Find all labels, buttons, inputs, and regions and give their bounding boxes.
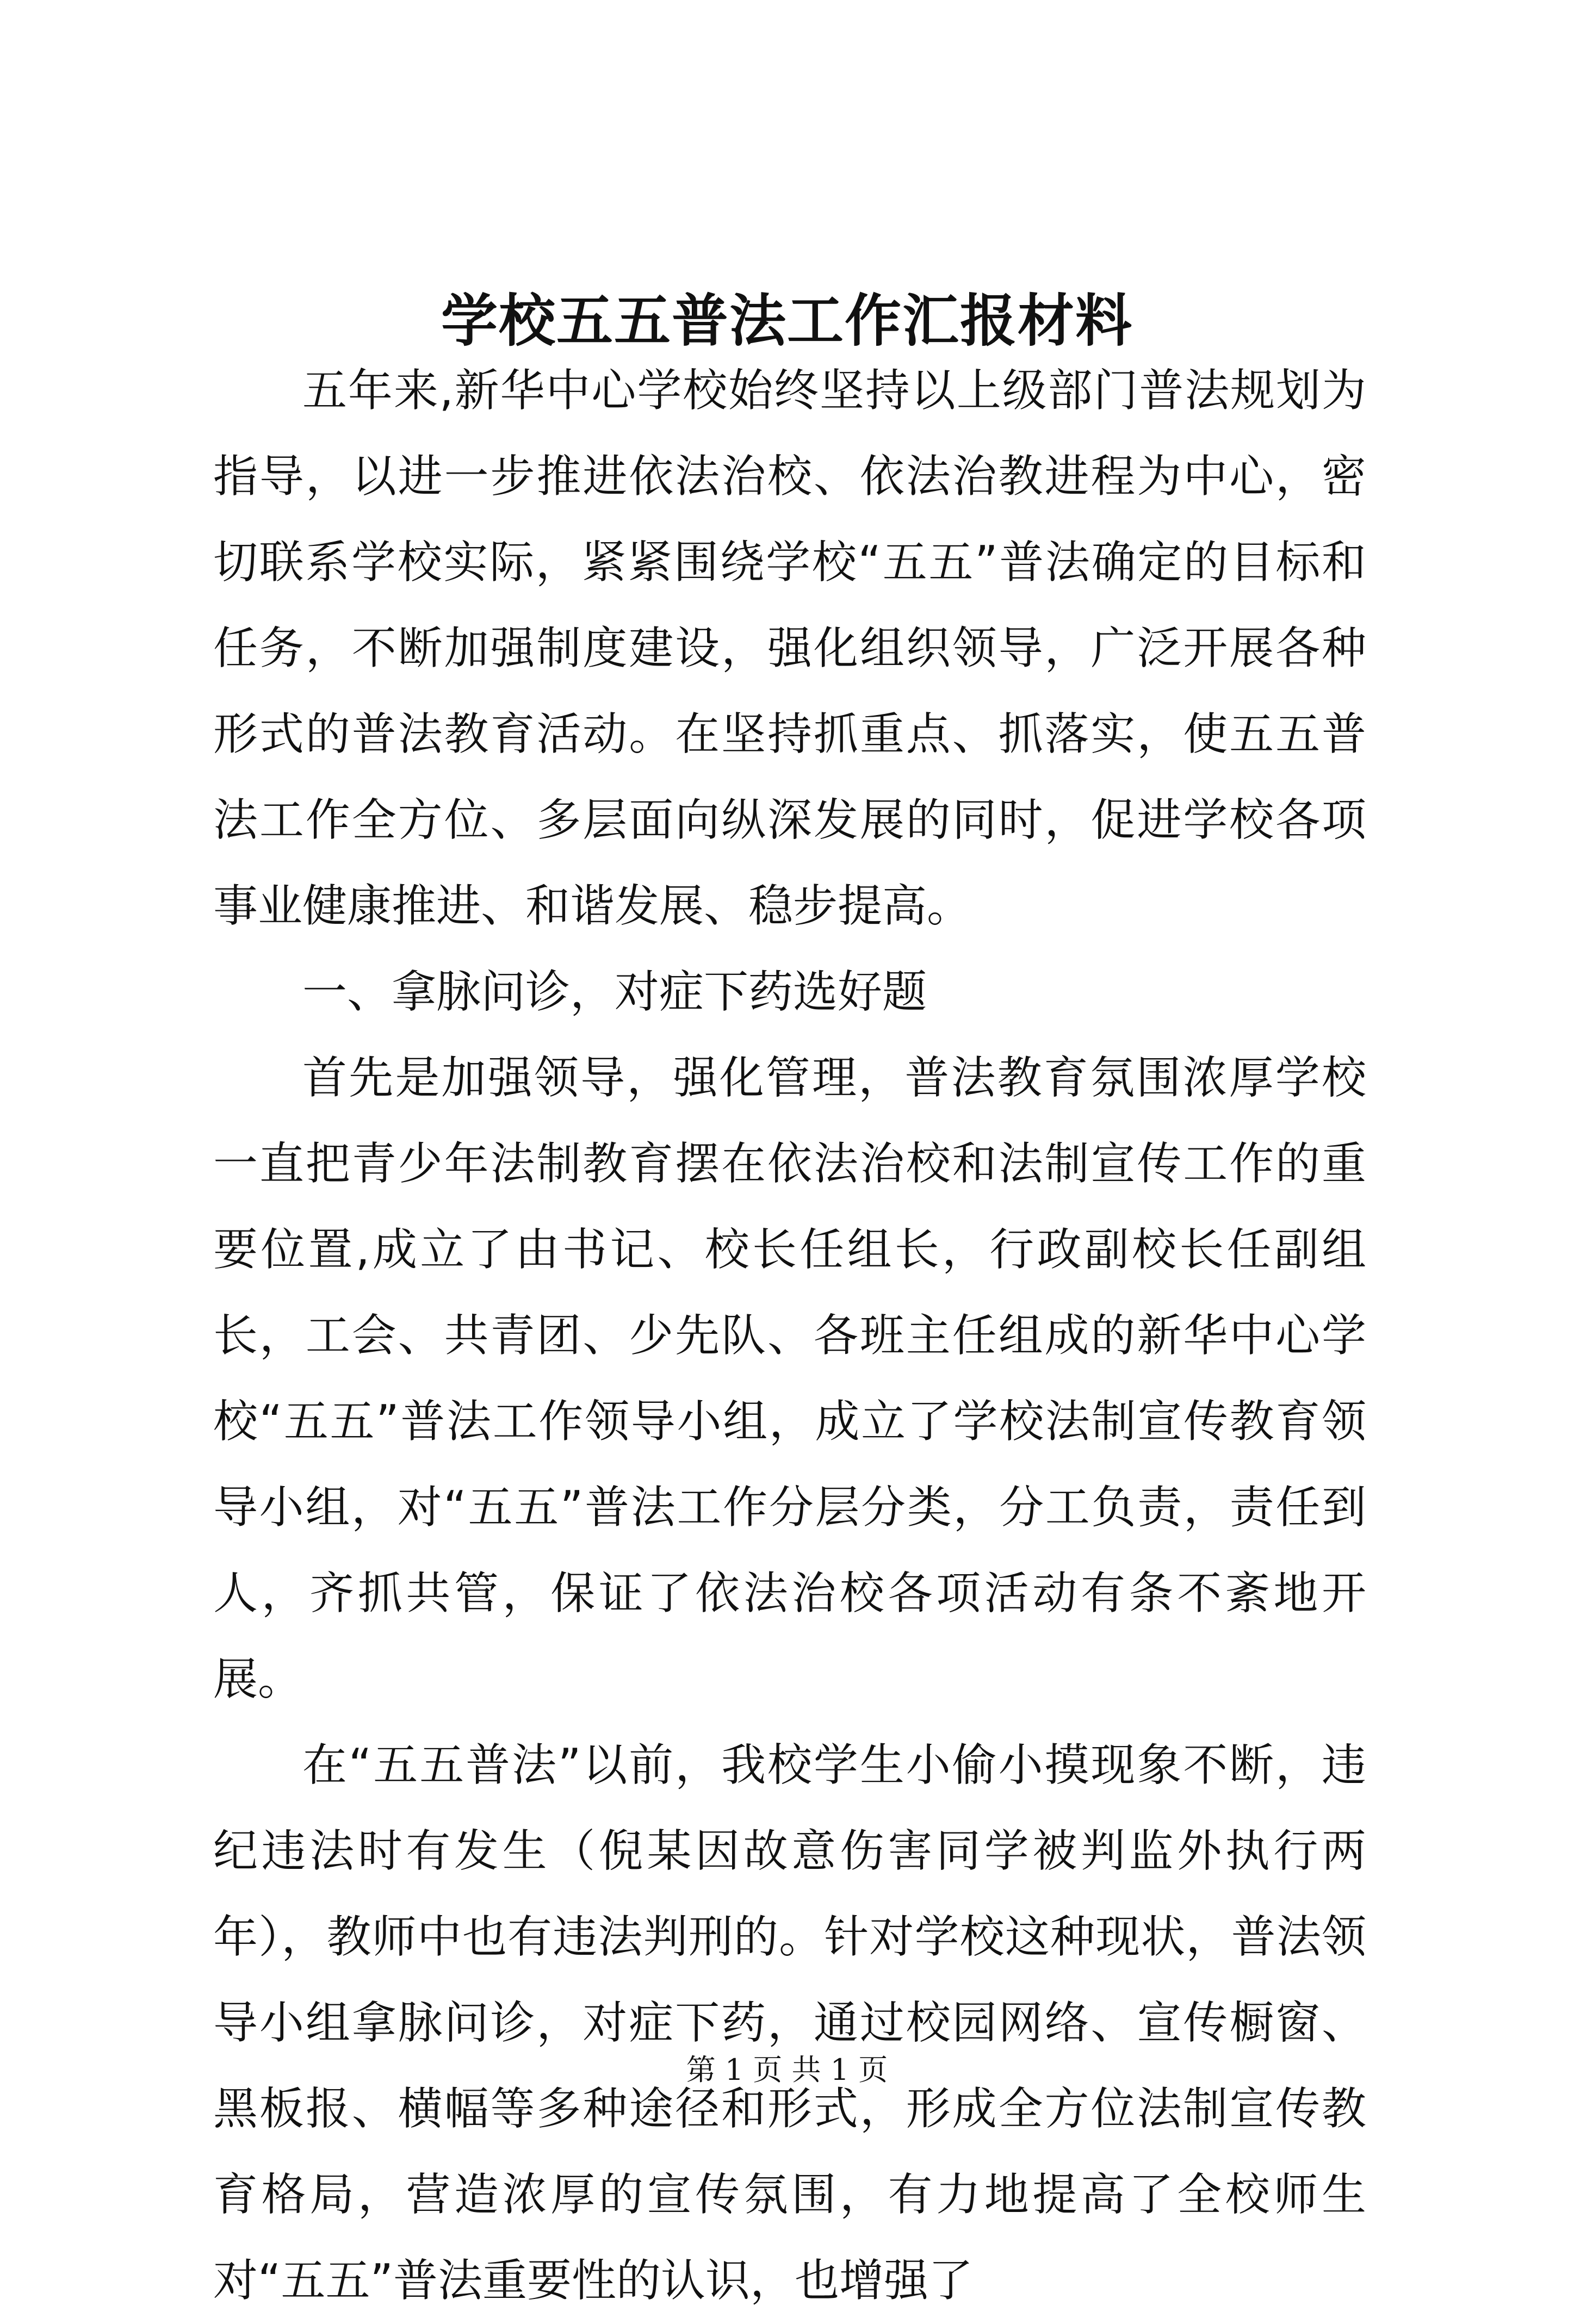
document-title: 学校五五普法工作汇报材料 <box>441 287 1133 354</box>
document-body <box>213 348 1366 2324</box>
paragraph-before-five-five: 在“五五普法”以前，我校学生小偷小摸现象不断，违纪违法时有发生（倪某因故意伤害同学被判监外执行两年），教师中也有违法判刑的。针对学校这种现状，普法领导小组拿脉问诊，对症下药，通过校园网络、宣传橱窗、黑板报、横幅等多种途径和形式，形成全方位法制宣传教育格局，营造浓厚的宣传氛围，有力地提高了全校师生对“五五”普法重要性的认识，也增强了 <box>213 1739 1366 2307</box>
page-footer: 第 1 页 共 1 页 <box>686 2053 888 2087</box>
paragraph-intro: 五年来,新华中心学校始终坚持以上级部门普法规划为指导，以进一步推进依法治校、依法治教进程为中心，密切联系学校实际，紧紧围绕学校“五五”普法确定的目标和任务，不断加强制度建设，强化组织领导，广泛开展各种形式的普法教育活动。在坚持抓重点、抓落实，使五五普法工作全方位、多层面向纵深发展的同时，促进学校各项事业健康推进、和谐发展、稳步提高。 <box>213 365 1366 932</box>
section-heading-1: 一、拿脉问诊，对症下药选好题 <box>302 966 927 1018</box>
paragraph-leadership: 首先是加强领导，强化管理，普法教育氛围浓厚学校一直把青少年法制教育摆在依法治校和法制宣传工作的重要位置,成立了由书记、校长任组长，行政副校长任副组长，工会、共青团、少先队、各班主任组成的新华中心学校“五五”普法工作领导小组，成立了学校法制宣传教育领导小组，对“五五”普法工作分层分类，分工负责，责任到人，齐抓共管，保证了依法治校各项活动有条不紊地开展。 <box>213 1052 1366 1705</box>
